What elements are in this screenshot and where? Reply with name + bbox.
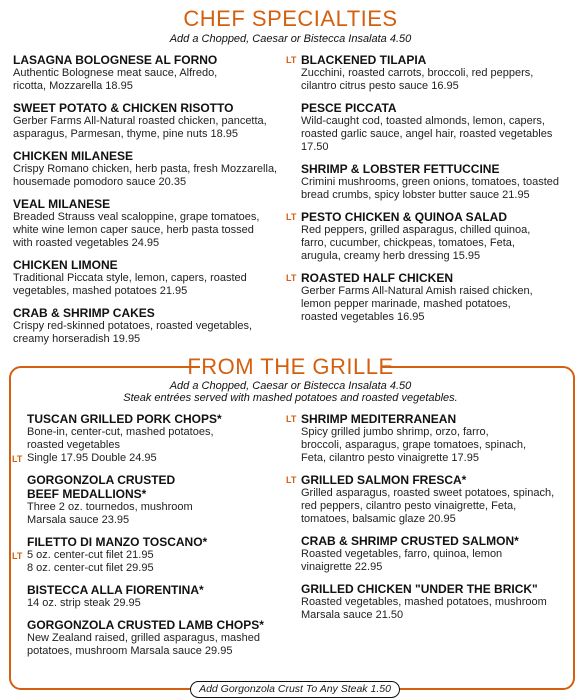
menu-item-name: CHICKEN MILANESE: [13, 149, 134, 163]
menu-item-description: Spicy grilled jumbo shrimp, orzo, farro,: [301, 426, 489, 438]
menu-item-description: creamy horseradish 19.95: [13, 333, 141, 345]
menu-item: [286, 210, 576, 263]
menu-item-name: CHICKEN LIMONE: [13, 258, 118, 272]
menu-item: [13, 197, 283, 250]
menu-item-description: Red peppers, grilled asparagus, chilled quinoa,: [301, 224, 531, 236]
menu-item: [27, 473, 287, 527]
menu-item-description: arugula, creamy herb dressing 15.95: [301, 250, 481, 262]
menu-item: [27, 618, 287, 658]
menu-item-description: vinaigrette 22.95: [301, 561, 383, 573]
grille-left-column: [12, 412, 287, 666]
menu-item-description: Feta, cilantro pesto vinaigrette 17.95: [301, 452, 479, 464]
menu-item-description: tomatoes, balsamic glaze 20.95: [301, 513, 456, 525]
menu-item-name: PESCE PICCATA: [301, 101, 397, 115]
menu-item-description: 14 oz. strip steak 29.95: [27, 597, 141, 609]
menu-item-description: lemon pepper marinade, mashed potatoes,: [301, 298, 511, 310]
menu-item-name: BEEF MEDALLIONS*: [27, 487, 147, 501]
menu-item-name: SHRIMP & LOBSTER FETTUCCINE: [301, 162, 500, 176]
menu-item-description: Marsala sauce 23.95: [27, 514, 130, 526]
menu-item-description: Three 2 oz. tournedos, mushroom: [27, 501, 193, 513]
menu-item-description: Roasted vegetables, farro, quinoa, lemon: [301, 548, 503, 560]
menu-item-description: Crispy red-skinned potatoes, roasted vegetables,: [13, 320, 253, 332]
menu-item-description: Traditional Piccata style, lemon, capers, roasted: [13, 272, 247, 284]
lite-badge: LT: [286, 414, 297, 424]
chef-right-column: [286, 53, 576, 332]
menu-item: [12, 535, 287, 575]
menu-item-name: VEAL MILANESE: [13, 197, 111, 211]
menu-item: [13, 101, 283, 141]
menu-item-description: ricotta, Mozzarella 18.95: [13, 80, 133, 92]
menu-item-description: 17.50: [301, 141, 329, 153]
menu-item-description: New Zealand raised, grilled asparagus, mashed: [27, 632, 260, 644]
lite-badge: LT: [12, 454, 23, 464]
grille-note-2: Steak entrées served with mashed potatoes and roasted vegetables.: [123, 392, 458, 404]
lite-badge: LT: [12, 551, 23, 561]
menu-item-name: GRILLED CHICKEN "UNDER THE BRICK": [301, 582, 538, 596]
menu-item-description: Gerber Farms All-Natural roasted chicken, pancetta,: [13, 115, 267, 127]
chef-left-column: [13, 53, 283, 354]
menu-item-description: white wine lemon caper sauce, herb pasta tossed: [13, 224, 254, 236]
menu-item-description: housemade pomodoro sauce 20.35: [13, 176, 187, 188]
menu-item-description: roasted vegetables: [27, 439, 120, 451]
menu-item: [301, 582, 569, 622]
menu-item-name: GORGONZOLA CRUSTED: [27, 473, 176, 487]
menu-item: [286, 53, 576, 93]
menu-item: [12, 412, 287, 465]
from-the-grille-title: FROM THE GRILLE: [187, 354, 394, 379]
menu-item: [286, 271, 576, 324]
menu-item-name: BLACKENED TILAPIA: [301, 53, 427, 67]
menu-item-description: 8 oz. center-cut filet 29.95: [27, 562, 154, 574]
menu-item-description: Marsala sauce 21.50: [301, 609, 404, 621]
chef-note: Add a Chopped, Caesar or Bistecca Insalata 4.50: [169, 33, 412, 45]
menu-item-description: bread crumbs, spicy lobster butter sauce 21.95: [301, 189, 530, 201]
menu-item-description: Zucchini, roasted carrots, broccoli, red peppers,: [301, 67, 534, 79]
menu-item-description: vegetables, mashed potatoes 21.95: [13, 285, 188, 297]
menu-item-name: SWEET POTATO & CHICKEN RISOTTO: [13, 101, 234, 115]
menu-item: [301, 101, 576, 154]
lite-badge: LT: [286, 212, 297, 222]
menu-item: [13, 149, 283, 189]
menu-item-description: Crispy Romano chicken, herb pasta, fresh Mozzarella,: [13, 163, 278, 175]
menu-item-description: 5 oz. center-cut filet 21.95 LT: [12, 549, 154, 561]
menu-item-description: Breaded Strauss veal scaloppine, grape tomatoes,: [13, 211, 260, 223]
menu-item-name: GORGONZOLA CRUSTED LAMB CHOPS*: [27, 618, 264, 632]
menu-item: [301, 534, 569, 574]
menu-item-description: red peppers, cilantro pesto vinaigrette, Feta,: [301, 500, 517, 512]
menu-item: [13, 53, 283, 93]
menu-item-description: Crimini mushrooms, green onions, tomatoes, toasted: [301, 176, 560, 188]
menu-item: [301, 162, 576, 202]
menu-item-name: FILETTO DI MANZO TOSCANO*: [27, 535, 208, 549]
menu-item-description: cilantro citrus pesto sauce 16.95: [301, 80, 459, 92]
menu-item-description: Bone-in, center-cut, mashed potatoes,: [27, 426, 214, 438]
menu-item-name: GRILLED SALMON FRESCA*: [301, 473, 467, 487]
menu-item-name: CRAB & SHRIMP CRUSTED SALMON*: [301, 534, 519, 548]
menu-item-description: Roasted vegetables, mashed potatoes, mushroom: [301, 596, 547, 608]
menu-item-name: PESTO CHICKEN & QUINOA SALAD: [301, 210, 508, 224]
menu-item-description: broccoli, asparagus, grape tomatoes, spinach,: [301, 439, 527, 451]
menu-item-description: Grilled asparagus, roasted sweet potatoes, spinach,: [301, 487, 555, 499]
menu-item-description: Wild-caught cod, toasted almonds, lemon, capers,: [301, 115, 545, 127]
menu-item: [13, 258, 283, 298]
menu-item-name: CRAB & SHRIMP CAKES: [13, 306, 155, 320]
menu-item-description: farro, cucumber, chickpeas, tomatoes, Feta,: [301, 237, 515, 249]
lite-badge: LT: [286, 273, 297, 283]
lite-badge: LT: [286, 55, 297, 65]
menu-item-description: roasted vegetables 16.95: [301, 311, 425, 323]
menu-item-description: roasted garlic sauce, angel hair, roasted vegetables: [301, 128, 553, 140]
menu-item-name: SHRIMP MEDITERRANEAN: [301, 412, 457, 426]
menu-item-description: potatoes, mushroom Marsala sauce 29.95: [27, 645, 233, 657]
menu-item-name: BISTECCA ALLA FIORENTINA*: [27, 583, 204, 597]
menu-item-description: Gerber Farms All-Natural Amish raised chicken,: [301, 285, 533, 297]
chef-specialties-title: CHEF SPECIALTIES: [183, 6, 398, 31]
menu-item: [286, 473, 569, 526]
menu-item-description: Authentic Bolognese meat sauce, Alfredo,: [13, 67, 218, 79]
gorgonzola-crust-note: Add Gorgonzola Crust To Any Steak 1.50: [190, 681, 400, 698]
lite-badge: LT: [286, 475, 297, 485]
menu-item-description: with roasted vegetables 24.95: [13, 237, 160, 249]
menu-item: [286, 412, 569, 465]
menu-item-description: asparagus, Parmesan, thyme, pine nuts 18.95: [13, 128, 239, 140]
grille-right-column: [286, 412, 569, 630]
menu-item: [27, 583, 287, 610]
menu-item-name: ROASTED HALF CHICKEN: [301, 271, 453, 285]
grille-note-1: Add a Chopped, Caesar or Bistecca Insalata 4.50: [169, 380, 412, 392]
menu-item: [13, 306, 283, 346]
menu-item-name: TUSCAN GRILLED PORK CHOPS*: [27, 412, 222, 426]
menu-item-name: LASAGNA BOLOGNESE AL FORNO: [13, 53, 218, 67]
menu-item-description: Single 17.95 Double 24.95 LT: [12, 452, 157, 464]
